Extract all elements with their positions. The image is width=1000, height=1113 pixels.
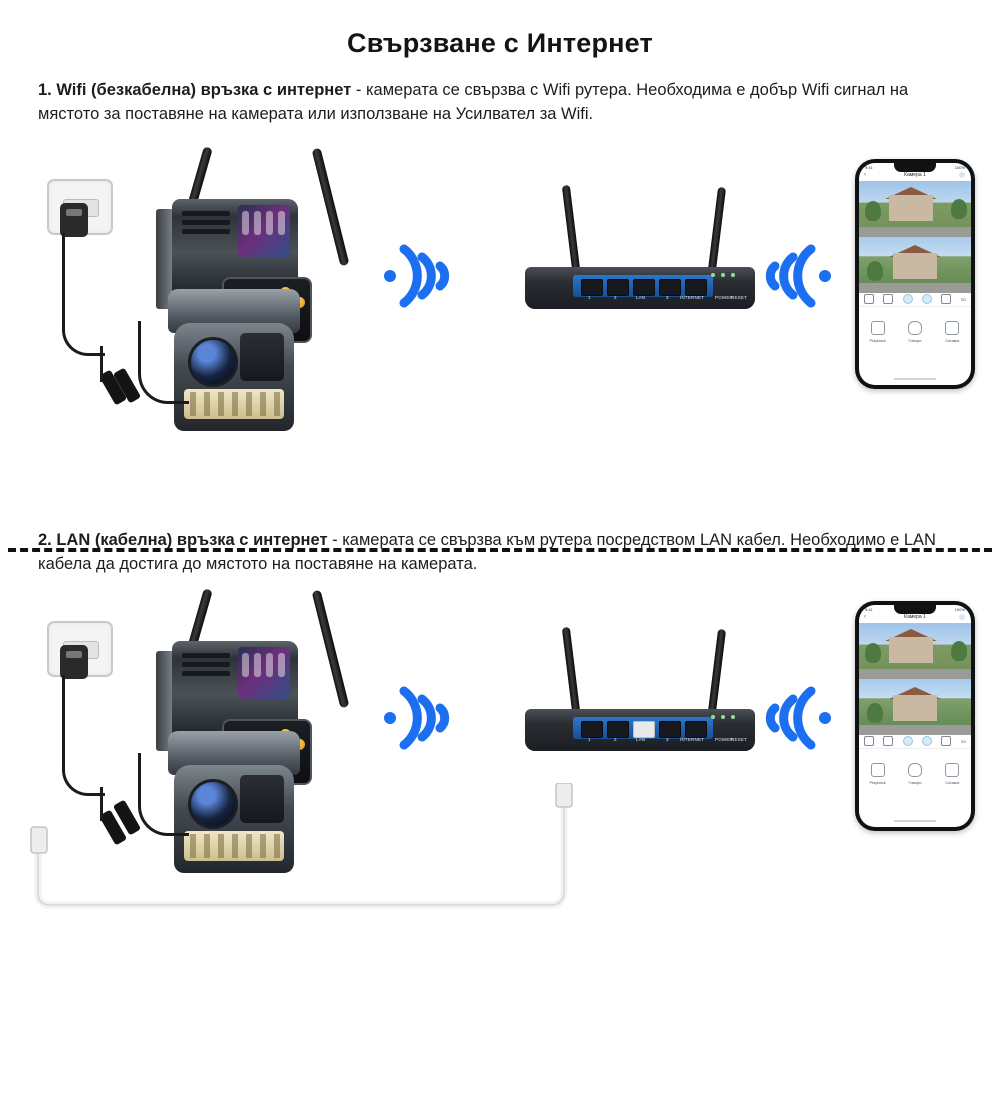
settings-icon[interactable] (959, 614, 965, 620)
router-port (659, 279, 681, 296)
control-snapshot[interactable] (934, 763, 971, 785)
camera-vents (182, 653, 230, 658)
house-shape (893, 695, 937, 721)
router-port (607, 279, 629, 296)
snapshot-icon[interactable] (903, 294, 913, 304)
smartphone-2[interactable] (855, 601, 975, 831)
camera-light-panel (184, 389, 284, 419)
snapshot-icon (945, 321, 959, 335)
wifi-signal-left (380, 675, 450, 761)
control-label: Снимка (945, 779, 960, 785)
tree-shape (951, 641, 967, 661)
mic-icon (908, 321, 922, 335)
camera-led-array (238, 205, 290, 257)
router-led (731, 273, 735, 277)
section-2-lead: 2. LAN (кабелна) връзка с интернет (38, 530, 328, 549)
power-adapter (60, 645, 88, 679)
router-wan-label: INTERNET (680, 736, 705, 742)
router-port-label: LAN (636, 736, 646, 742)
snapshot-icon (945, 763, 959, 777)
wifi-router-1 (525, 203, 755, 323)
router-wan-label: INTERNET (680, 294, 705, 300)
status-battery: 100% (954, 606, 965, 612)
fullscreen-icon[interactable] (941, 294, 951, 304)
router-port-label: 2 (614, 294, 617, 300)
router-power-label: POWER (715, 294, 734, 300)
hd-icon[interactable] (864, 294, 874, 304)
router-antenna-right (708, 629, 726, 713)
router-antenna-left (562, 627, 580, 713)
router-led (711, 715, 715, 719)
section-2-text (0, 529, 1000, 577)
phone-screen[interactable] (859, 605, 971, 827)
router-reset-label: RESET (731, 294, 748, 300)
app-title: Камера 1 (904, 614, 926, 621)
wifi-signal-left (380, 233, 450, 319)
snapshot-icon[interactable] (903, 736, 913, 746)
status-time: 9:41 (865, 606, 873, 612)
router-port-label: 1 (588, 294, 591, 300)
page-title: Свързване с Интернет (347, 28, 653, 58)
power-cable (62, 233, 105, 356)
camera-lens-icon-bottom (188, 337, 238, 387)
video-icon[interactable] (883, 736, 893, 746)
router-port-label: 3 (666, 294, 669, 300)
router-port-wan (685, 279, 707, 296)
router-port-wan (685, 721, 707, 738)
tree-shape (867, 703, 883, 723)
tree-shape (867, 261, 883, 281)
hd-icon[interactable] (864, 736, 874, 746)
control-playback[interactable] (859, 763, 896, 785)
house-shape (893, 253, 937, 279)
house-shape (889, 195, 933, 221)
house-shape (889, 637, 933, 663)
camera-upper-housing (172, 199, 298, 295)
fullscreen-icon[interactable] (941, 736, 951, 746)
router-port-label: 1 (588, 736, 591, 742)
control-label: Playback (869, 779, 886, 785)
router-antenna-right (708, 187, 726, 271)
control-talk[interactable] (897, 763, 934, 785)
feed-toolbar[interactable] (859, 735, 971, 749)
video-icon[interactable] (883, 294, 893, 304)
router-led (721, 273, 725, 277)
road-shape (859, 669, 971, 679)
tree-shape (865, 643, 881, 663)
camera-upper-housing (172, 641, 298, 737)
router-antenna-left (562, 185, 580, 271)
home-indicator (894, 820, 936, 822)
road-shape (859, 227, 971, 237)
home-indicator (894, 378, 936, 380)
back-icon[interactable]: ‹ (864, 172, 866, 179)
control-label: Говори (908, 779, 922, 785)
router-power-label: POWER (715, 736, 734, 742)
lan-cable (30, 783, 650, 1113)
app-title: Камера 1 (904, 172, 926, 179)
speaker-icon[interactable] (922, 294, 932, 304)
quality-label[interactable]: SD (960, 296, 967, 302)
feed-toolbar[interactable] (859, 293, 971, 307)
camera-vents (182, 211, 230, 216)
router-led (731, 715, 735, 719)
road-shape (859, 283, 971, 293)
wifi-signal-right (765, 675, 835, 761)
control-label: Говори (908, 337, 922, 343)
wifi-signal-right (765, 233, 835, 319)
diagram-lan (0, 593, 1000, 953)
section-1-lead: 1. Wifi (безкабелна) връзка с интернет (38, 81, 352, 99)
router-port-label: LAN (636, 294, 646, 300)
diagram-wifi (0, 141, 1000, 471)
playback-icon (871, 321, 885, 335)
camera-feed-top[interactable] (859, 181, 971, 237)
control-snapshot[interactable] (934, 321, 971, 343)
settings-icon[interactable] (959, 172, 965, 178)
section-1-text (0, 79, 1000, 127)
camera-led-array (238, 647, 290, 699)
quality-label[interactable]: SD (960, 738, 967, 744)
power-adapter (60, 203, 88, 237)
router-led (721, 715, 725, 719)
back-icon[interactable]: ‹ (864, 614, 866, 621)
status-time: 9:41 (865, 164, 873, 170)
wifi-router-2 (525, 645, 755, 765)
section-2-rest: - камерата се свързва към рутера посредством LAN кабел. Необходимо е LAN кабела да достига до мястото на поставяне на камерата. (38, 530, 936, 573)
smartphone-1[interactable] (855, 159, 975, 389)
router-port-label: 3 (666, 736, 669, 742)
tree-shape (865, 201, 881, 221)
router-port (607, 721, 629, 738)
power-cable (62, 675, 105, 796)
router-port (659, 721, 681, 738)
phone-notch (894, 605, 936, 614)
phone-screen[interactable] (859, 163, 971, 385)
router-port (581, 721, 603, 738)
router-reset-label: RESET (731, 736, 748, 742)
status-battery: 100% (954, 164, 965, 170)
camera-feed-bottom[interactable] (859, 237, 971, 293)
camera-cable (138, 321, 189, 404)
control-label: Снимка (945, 337, 960, 343)
speaker-icon[interactable] (922, 736, 932, 746)
control-playback[interactable] (859, 321, 896, 343)
router-port-label: 2 (614, 736, 617, 742)
mic-icon (908, 763, 922, 777)
camera-ptz-head (174, 323, 294, 431)
phone-controls[interactable] (859, 307, 971, 343)
road-shape (859, 725, 971, 735)
phone-controls[interactable] (859, 749, 971, 785)
security-camera-1 (150, 151, 360, 451)
router-led (711, 273, 715, 277)
router-port-lan (633, 279, 655, 296)
camera-antenna-right (312, 148, 350, 267)
camera-feed-top[interactable] (859, 623, 971, 679)
section-1-rest: - камерата се свързва с Wifi рутера. Необходима е добър Wifi сигнал на мястото за поставяне на камерата или използване на Усилвател за Wifi. (38, 81, 909, 123)
camera-sensor-strip (240, 333, 284, 381)
router-port (581, 279, 603, 296)
section-divider (8, 548, 992, 552)
playback-icon (871, 763, 885, 777)
tree-shape (951, 199, 967, 219)
control-talk[interactable] (897, 321, 934, 343)
page-root (0, 28, 1000, 1028)
camera-feed-bottom[interactable] (859, 679, 971, 735)
phone-notch (894, 163, 936, 172)
camera-antenna-right (312, 589, 350, 708)
router-port-lan[interactable] (633, 721, 655, 738)
control-label: Playback (869, 337, 886, 343)
power-cable-2 (100, 346, 106, 382)
